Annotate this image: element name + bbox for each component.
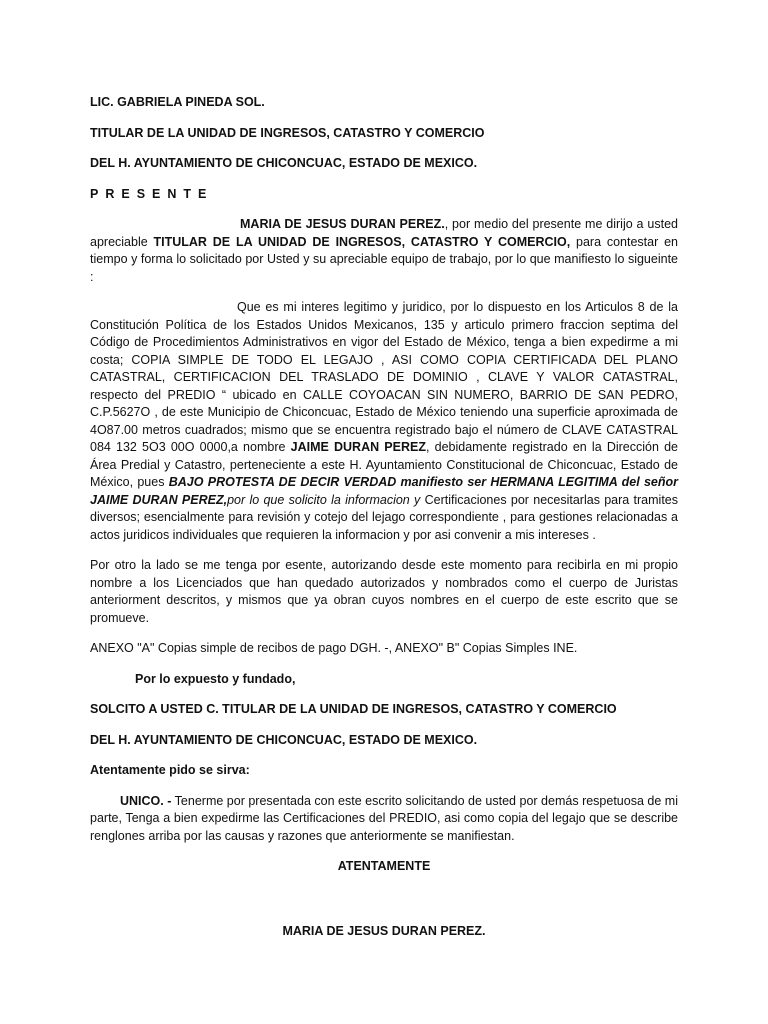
- sender-name: MARIA DE JESUS DURAN PEREZ.: [240, 217, 445, 231]
- unico-text: Tenerme por presentada con este escrito solicitando de usted por demás respetuosa de mi parte, Tenga a bien expedirme las Certificaciones del PREDIO, asi como copia del legajo que se describe renglones arriba por las causas y razones que anteriormente se manifiestan.: [90, 793, 678, 843]
- pido-line: Atentamente pido se sirva:: [90, 763, 250, 777]
- recipient-institution: DEL H. AYUNTAMIENTO DE CHICONCUAC, ESTADO DE MEXICO.: [90, 156, 478, 170]
- request-paragraph: [90, 299, 678, 544]
- protest-statement: BAJO PROTESTA DE DECIR VERDAD manifiesto ser HERMANA LEGITIMA del señor JAIME DURAN PEREZ,: [90, 475, 678, 507]
- unico-label: UNICO. -: [120, 793, 172, 808]
- recipient-name: LIC. GABRIELA PINEDA SOL.: [90, 95, 265, 109]
- intro-text-1: , por medio del presente me dirijo a usted apreciable: [90, 217, 678, 249]
- intro-paragraph: [90, 216, 678, 286]
- request-text-1: Que es mi interes legitimo y juridico, por lo dispuesto en los Articulos 8 de la Constitución Política de los Estados Unidos Mexicanos, 135 y articulo primero fraccion septima del Código de Procedimientos Administrativos en vigor del Estado de México, tenga a bien expedirme a mi costa; COPIA SIMPLE DE TODO EL LEGAJO , ASI COMO COPIA CERTIFICADA DEL PLANO CATASTRAL, CERTIFICACION DEL TRASLADO DE DOMINIO , CLAVE Y VALOR CATASTRAL, respecto del PREDIO “ ubicado en CALLE COYOACAN SIN NUMERO, BARRIO DE SAN PEDRO, C.P.5627O , de este Municipio de Chiconcuac, Estado de México teniendo una superficie aproximada de 4O87.00 metros cuadrados; mismo que se encuentra registrado bajo el número de CLAVE CATASTRAL 084 132 5O3 00O 0000,a nombre: [90, 300, 678, 454]
- solicito-line-1: SOLCITO A USTED C. TITULAR DE LA UNIDAD DE INGRESOS, CATASTRO Y COMERCIO: [90, 702, 617, 716]
- atentamente-heading: ATENTAMENTE: [337, 859, 431, 873]
- request-text-3: Certificaciones por necesitarlas para tramites diversos; esencialmente para revisión y cotejo del lejago correspondiente , para gestiones relacionadas a actos juridicos individuales que requieren la informacion y por asi convenir a mis intereses .: [90, 492, 678, 542]
- owner-name: JAIME DURAN PEREZ: [290, 440, 426, 454]
- request-italic: por lo que solicito la informacion y: [227, 492, 421, 507]
- expuesto-line: Por lo expuesto y fundado,: [135, 671, 296, 686]
- annex-line: ANEXO "A" Copias simple de recibos de pago DGH. -, ANEXO" B" Copias Simples INE.: [90, 641, 578, 655]
- unico-paragraph: [90, 793, 678, 846]
- authorization-paragraph: Por otro la lado se me tenga por esente, autorizando desde este momento para recibirla en mi propio nombre a los Licenciados que han quedado autorizados y nombrados como el cuerpo de Juristas anteriorment descritos, y mismos que ya obran cuyos nombres en el cuerpo de este escrito que se promueve.: [90, 558, 678, 625]
- intro-title: TITULAR DE LA UNIDAD DE INGRESOS, CATASTRO Y COMERCIO,: [153, 234, 571, 249]
- recipient-title: TITULAR DE LA UNIDAD DE INGRESOS, CATASTRO Y COMERCIO: [90, 125, 485, 140]
- request-text-2: , debidamente registrado en la Dirección de Área Predial y Catastro, perteneciente a este H. Ayuntamiento Constitucional de Chiconcuac, Estado de México, pues: [90, 440, 678, 489]
- signature-name: MARIA DE JESUS DURAN PEREZ.: [282, 923, 486, 938]
- intro-text-2: para contestar en tiempo y forma lo solicitado por Usted y su apreciable equipo de trabajo, por lo que manifiesto lo sigueinte :: [90, 234, 678, 284]
- presente-heading: PRESENTE: [90, 186, 214, 201]
- signature-space: [90, 889, 678, 923]
- solicito-line-2: DEL H. AYUNTAMIENTO DE CHICONCUAC, ESTADO DE MEXICO.: [90, 732, 478, 747]
